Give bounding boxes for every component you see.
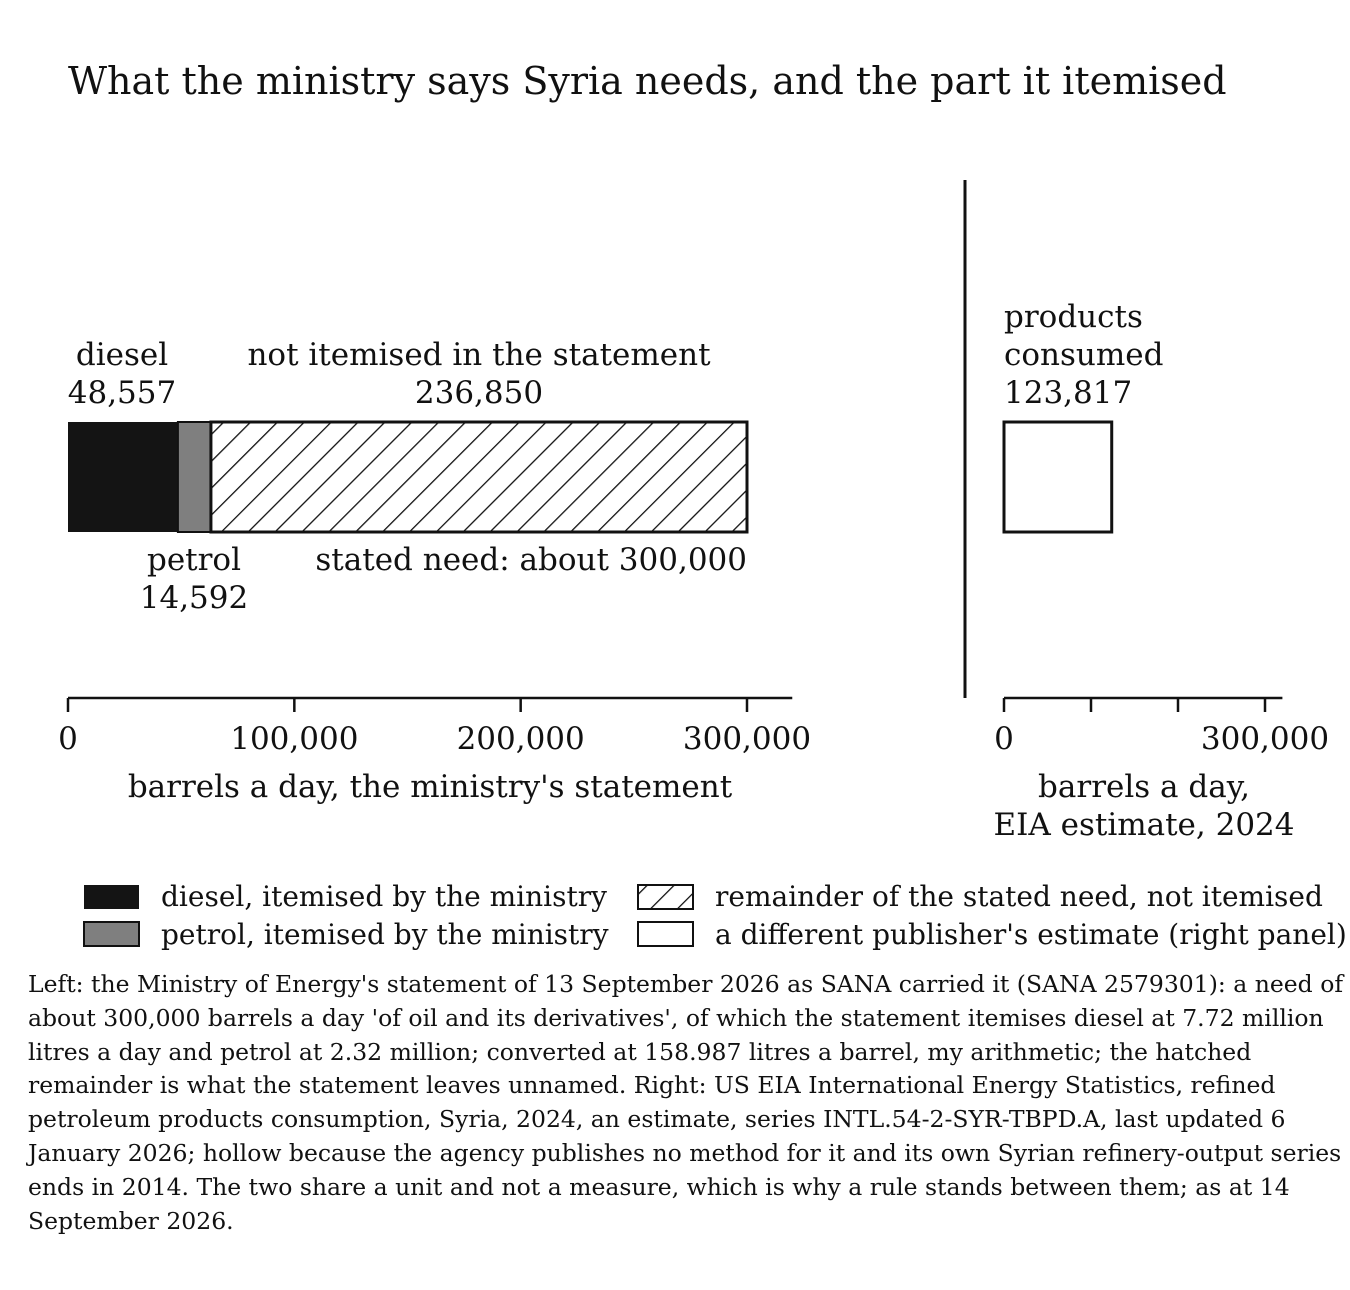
legend-swatch-diesel [84, 885, 139, 909]
legend-swatch-eia [638, 922, 693, 946]
source-caption: Left: the Ministry of Energy's statement of 13 September 2026 as SANA carried it (SANA 2579301): a need of about 300,000 barrels a day 'of oil and its derivatives', of which the statement itemises diesel at 7.72 million litres a day and petrol at 2.32 million; converted at 158.987 litres a barrel, my arithmetic; the hatched remainder is what the statement leaves unnamed. Right: US EIA International Energy Statistics, refined petroleum products consumption, Syria, 2024, an estimate, series INTL.54-2-SYR-TBPD.A, last updated 6 January 2026; hollow because the agency publishes no method for it and its own Syrian refinery-output series ends in 2014. The two share a unit and not a measure, which is why a rule stands between them; as at 14 September 2026. [28, 970, 1344, 1235]
remainder-label: not itemised in the statement [247, 337, 711, 373]
legend-label-diesel: diesel, itemised by the ministry [161, 880, 607, 913]
left-panel [58, 337, 811, 805]
right-x-axis-title-line-1: barrels a day, [1038, 769, 1250, 805]
petrol-label: petrol [146, 542, 242, 578]
diesel-value-label: 48,557 [67, 375, 177, 411]
legend-swatch-remainder [638, 885, 693, 909]
bar-eia-products-consumed [1004, 422, 1112, 532]
bar-diesel [68, 422, 178, 532]
petrol-value-label: 14,592 [139, 580, 249, 616]
left-x-tick-label: 100,000 [230, 721, 359, 757]
left-x-ticks [58, 698, 811, 757]
bar-remainder [211, 422, 747, 532]
diesel-label: diesel [75, 337, 169, 373]
right-x-tick-label: 0 [994, 721, 1014, 757]
right-x-ticks [994, 698, 1329, 757]
left-x-tick-label: 300,000 [682, 721, 812, 757]
legend-label-remainder: remainder of the stated need, not itemised [715, 880, 1323, 913]
left-x-axis-title: barrels a day, the ministry's statement [127, 769, 733, 805]
legend-label-eia: a different publisher's estimate (right panel) [715, 918, 1347, 951]
right-x-tick-label: 300,000 [1200, 721, 1330, 757]
eia-bar-value-label: 123,817 [1004, 375, 1133, 411]
legend [84, 880, 1347, 951]
chart-title: What the ministry says Syria needs, and the part it itemised [68, 59, 1227, 103]
left-x-tick-label: 200,000 [456, 721, 585, 757]
left-x-tick-label: 0 [58, 721, 78, 757]
remainder-value-label: 236,850 [414, 375, 544, 411]
stated-need-annotation: stated need: about 300,000 [315, 542, 747, 578]
legend-label-petrol: petrol, itemised by the ministry [161, 918, 609, 951]
right-panel [993, 299, 1329, 843]
bar-petrol [178, 422, 211, 532]
eia-bar-label-line-1: products [1004, 299, 1143, 335]
eia-bar-label-line-2: consumed [1004, 337, 1164, 373]
right-x-axis-title-line-2: EIA estimate, 2024 [993, 807, 1295, 843]
legend-swatch-petrol [84, 922, 139, 946]
